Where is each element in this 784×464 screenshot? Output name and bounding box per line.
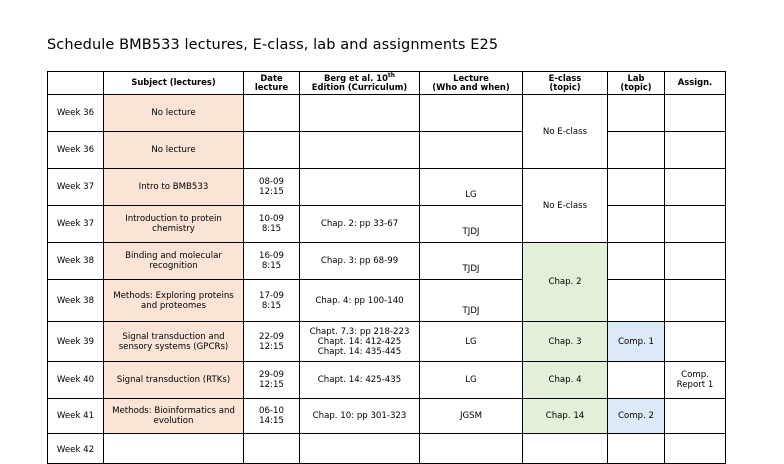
lab-cell bbox=[608, 206, 665, 243]
lab-cell: Comp. 1 bbox=[608, 322, 665, 362]
subject-cell: Intro to BMB533 bbox=[104, 169, 244, 206]
lecturer-cell: TJDJ bbox=[420, 243, 523, 280]
header-eclass: E-class (topic) bbox=[523, 72, 608, 95]
subject-cell: No lecture bbox=[104, 95, 244, 132]
subject-cell: Methods: Exploring proteins and proteomes bbox=[104, 280, 244, 322]
week-cell: Week 36 bbox=[48, 132, 104, 169]
table-row bbox=[48, 280, 726, 322]
header-lab: Lab (topic) bbox=[608, 72, 665, 95]
date-cell: 22-09 12:15 bbox=[244, 322, 300, 362]
schedule-table bbox=[47, 71, 726, 464]
berg-cell bbox=[300, 132, 420, 169]
table-row bbox=[48, 243, 726, 280]
subject-cell: Methods: Bioinformatics and evolution bbox=[104, 399, 244, 434]
lecturer-cell: TJDJ bbox=[420, 206, 523, 243]
week-cell: Week 42 bbox=[48, 434, 104, 464]
lecturer-cell: LG bbox=[420, 169, 523, 206]
subject-cell: Introduction to protein chemistry bbox=[104, 206, 244, 243]
table-row bbox=[48, 206, 726, 243]
table-row bbox=[48, 434, 726, 464]
berg-cell: Chapt. 7.3: pp 218-223 Chapt. 14: 412-425 Chapt. 14: 435-445 bbox=[300, 322, 420, 362]
header-date: Date lecture bbox=[244, 72, 300, 95]
berg-cell: Chap. 3: pp 68-99 bbox=[300, 243, 420, 280]
subject-cell: No lecture bbox=[104, 132, 244, 169]
lecturer-cell bbox=[420, 434, 523, 464]
week-cell: Week 39 bbox=[48, 322, 104, 362]
subject-cell: Signal transduction (RTKs) bbox=[104, 362, 244, 399]
berg-cell: Chap. 10: pp 301-323 bbox=[300, 399, 420, 434]
subject-cell: Signal transduction and sensory systems (GPCRs) bbox=[104, 322, 244, 362]
lab-cell bbox=[608, 132, 665, 169]
eclass-cell: Chap. 14 bbox=[523, 399, 608, 434]
assign-cell bbox=[665, 322, 726, 362]
week-cell: Week 37 bbox=[48, 206, 104, 243]
assign-cell bbox=[665, 206, 726, 243]
week-cell: Week 37 bbox=[48, 169, 104, 206]
berg-cell: Chap. 4: pp 100-140 bbox=[300, 280, 420, 322]
header-week bbox=[48, 72, 104, 95]
assign-cell bbox=[665, 434, 726, 464]
table-row bbox=[48, 169, 726, 206]
table-row bbox=[48, 362, 726, 399]
date-cell: 06-10 14:15 bbox=[244, 399, 300, 434]
table-row bbox=[48, 399, 726, 434]
lecturer-cell: JGSM bbox=[420, 399, 523, 434]
berg-cell bbox=[300, 434, 420, 464]
berg-cell: Chap. 2: pp 33-67 bbox=[300, 206, 420, 243]
header-lecture: Lecture (Who and when) bbox=[420, 72, 523, 95]
assign-cell bbox=[665, 399, 726, 434]
date-cell: 16-09 8:15 bbox=[244, 243, 300, 280]
lab-cell bbox=[608, 434, 665, 464]
week-cell: Week 40 bbox=[48, 362, 104, 399]
lecturer-cell: LG bbox=[420, 362, 523, 399]
table-row bbox=[48, 322, 726, 362]
eclass-cell: No E-class bbox=[523, 169, 608, 243]
date-cell: 17-09 8:15 bbox=[244, 280, 300, 322]
date-cell bbox=[244, 434, 300, 464]
assign-cell bbox=[665, 243, 726, 280]
lab-cell bbox=[608, 169, 665, 206]
week-cell: Week 38 bbox=[48, 243, 104, 280]
lecturer-cell: TJDJ bbox=[420, 280, 523, 322]
header-assign: Assign. bbox=[665, 72, 726, 95]
lecturer-cell: LG bbox=[420, 322, 523, 362]
table-row bbox=[48, 95, 726, 132]
eclass-cell: No E-class bbox=[523, 95, 608, 169]
assign-cell bbox=[665, 95, 726, 132]
subject-cell bbox=[104, 434, 244, 464]
eclass-cell: Chap. 2 bbox=[523, 243, 608, 322]
berg-cell bbox=[300, 169, 420, 206]
header-row bbox=[48, 72, 726, 95]
berg-cell: Chapt. 14: 425-435 bbox=[300, 362, 420, 399]
date-cell: 08-09 12:15 bbox=[244, 169, 300, 206]
date-cell: 29-09 12:15 bbox=[244, 362, 300, 399]
table-row bbox=[48, 132, 726, 169]
assign-cell bbox=[665, 280, 726, 322]
eclass-cell: Chap. 3 bbox=[523, 322, 608, 362]
week-cell: Week 36 bbox=[48, 95, 104, 132]
date-cell: 10-09 8:15 bbox=[244, 206, 300, 243]
assign-cell bbox=[665, 169, 726, 206]
berg-cell bbox=[300, 95, 420, 132]
page-title: Schedule BMB533 lectures, E-class, lab and assignments E25 bbox=[47, 37, 499, 53]
lab-cell bbox=[608, 362, 665, 399]
lecturer-cell bbox=[420, 95, 523, 132]
week-cell: Week 38 bbox=[48, 280, 104, 322]
eclass-cell: Chap. 4 bbox=[523, 362, 608, 399]
header-subject: Subject (lectures) bbox=[104, 72, 244, 95]
lab-cell bbox=[608, 95, 665, 132]
subject-cell: Binding and molecular recognition bbox=[104, 243, 244, 280]
header-berg: Berg et al. 10th Edition (Curriculum) bbox=[300, 72, 420, 95]
lab-cell bbox=[608, 243, 665, 280]
lab-cell: Comp. 2 bbox=[608, 399, 665, 434]
week-cell: Week 41 bbox=[48, 399, 104, 434]
assign-cell: Comp. Report 1 bbox=[665, 362, 726, 399]
lecturer-cell bbox=[420, 132, 523, 169]
date-cell bbox=[244, 95, 300, 132]
lab-cell bbox=[608, 280, 665, 322]
assign-cell bbox=[665, 132, 726, 169]
date-cell bbox=[244, 132, 300, 169]
eclass-cell bbox=[523, 434, 608, 464]
